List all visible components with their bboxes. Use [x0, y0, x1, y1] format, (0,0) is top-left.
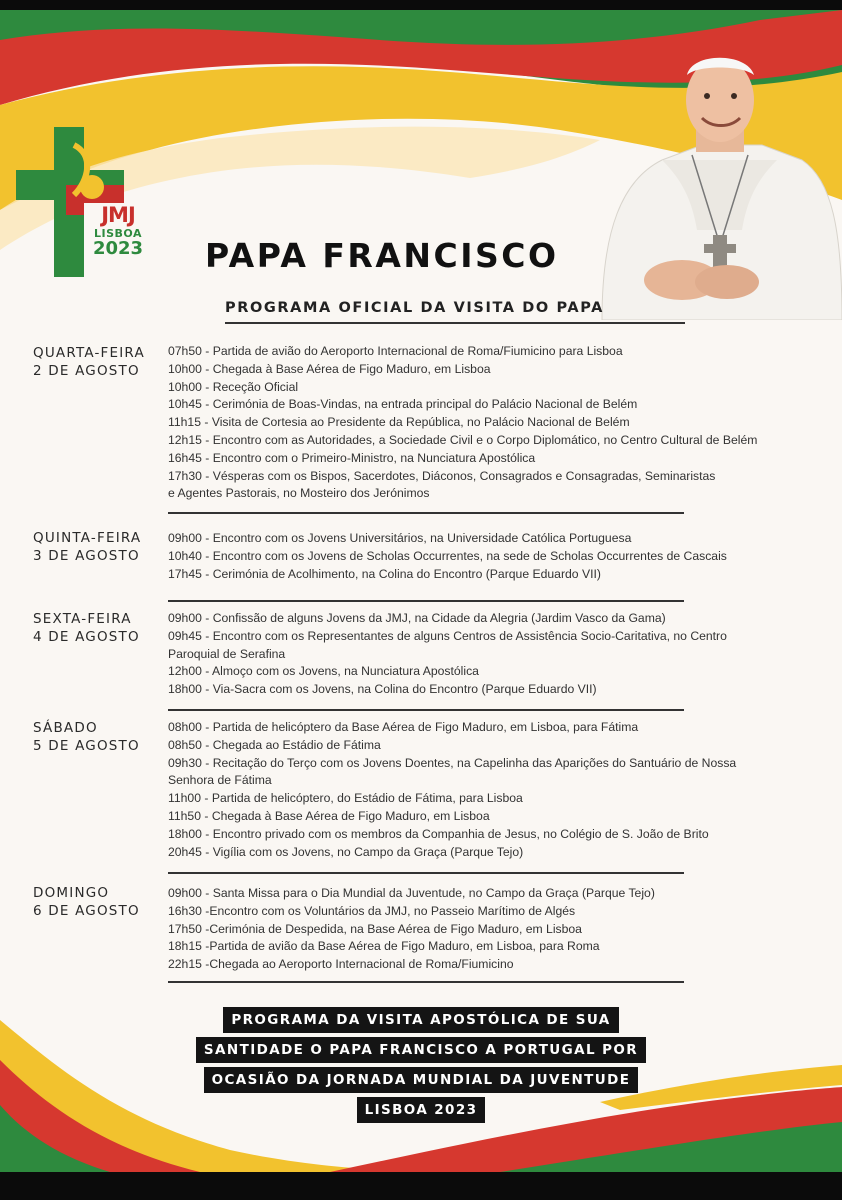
schedule-entry: 09h30 - Recitação do Terço com os Jovens Doentes, na Capelinha das Aparições do Santuário de Nossa [168, 755, 737, 770]
poster [0, 10, 842, 1172]
divider [168, 709, 684, 711]
divider [168, 600, 684, 602]
schedule-entry-continuation: e Agentes Pastorais, no Mosteiro dos Jerónimos [168, 486, 430, 501]
schedule-entry: 10h45 - Cerimónia de Boas-Vindas, na entrada principal do Palácio Nacional de Belém [168, 397, 638, 412]
logo-jmj-text: JMJ [101, 203, 135, 227]
weekday: QUARTA-FEIRA [33, 345, 145, 361]
schedule-entry: 08h50 - Chegada ao Estádio de Fátima [168, 737, 381, 752]
schedule-sunday [168, 885, 808, 974]
schedule-entry: 18h15 -Partida de avião da Base Aérea de Figo Maduro, em Lisboa, para Roma [168, 939, 600, 954]
divider [225, 322, 685, 324]
schedule-entry: 16h30 -Encontro com os Voluntários da JMJ, no Passeio Marítimo de Algés [168, 903, 576, 918]
logo-year-text: 2023 [92, 238, 144, 259]
day-label-thursday [33, 529, 141, 565]
schedule-thursday [168, 530, 808, 583]
schedule-entry: 09h45 - Encontro com os Representantes de alguns Centros de Assistência Socio-Caritativa, no Centro [168, 628, 727, 643]
weekday: DOMINGO [33, 885, 110, 901]
schedule-entry: 08h00 - Partida de helicóptero da Base Aérea de Figo Maduro, em Lisboa, para Fátima [168, 720, 639, 734]
bottom-banner [180, 1007, 662, 1127]
date: 4 DE AGOSTO [33, 629, 140, 645]
schedule-entry: 16h45 - Encontro com o Primeiro-Ministro, na Nunciatura Apostólica [168, 450, 536, 465]
page-title: PAPA FRANCISCO [205, 236, 559, 275]
schedule-entry: 07h50 - Partida de avião do Aeroporto Internacional de Roma/Fiumicino para Lisboa [168, 344, 623, 358]
schedule-entry: 22h15 -Chegada ao Aeroporto Internacional de Roma/Fiumicino [168, 957, 514, 972]
date: 3 DE AGOSTO [33, 548, 140, 564]
day-label-friday [33, 610, 140, 646]
weekday: QUINTA-FEIRA [33, 530, 142, 546]
banner-line: LISBOA 2023 [357, 1097, 486, 1123]
weekday: SEXTA-FEIRA [33, 611, 132, 627]
schedule-entry: 11h15 - Visita de Cortesia ao Presidente da República, no Palácio Nacional de Belém [168, 415, 630, 430]
jmj-logo [14, 125, 149, 280]
schedule-entry: 17h50 -Cerimónia de Despedida, na Base Aérea de Figo Maduro, em Lisboa [168, 921, 582, 936]
schedule-entry: 17h30 - Vésperas com os Bispos, Sacerdotes, Diáconos, Consagrados e Consagradas, Seminaristas [168, 468, 716, 483]
schedule-entry-continuation: Senhora de Fátima [168, 773, 272, 788]
weekday: SÁBADO [33, 720, 98, 736]
bottom-edge-bar [0, 1172, 842, 1200]
schedule-friday [168, 610, 808, 699]
schedule-entry: 18h00 - Via-Sacra com os Jovens, na Colina do Encontro (Parque Eduardo VII) [168, 682, 597, 697]
schedule-entry: 11h00 - Partida de helicóptero, do Estádio de Fátima, para Lisboa [168, 791, 523, 806]
schedule-entry: 11h50 - Chegada à Base Aérea de Figo Maduro, em Lisboa [168, 808, 490, 823]
schedule-entry: 18h00 - Encontro privado com os membros da Companhia de Jesus, no Colégio de S. João de Brito [168, 826, 709, 841]
day-label-sunday [33, 884, 140, 920]
date: 2 DE AGOSTO [33, 363, 140, 379]
top-edge-bar [0, 0, 842, 10]
schedule-entry: 09h00 - Santa Missa para o Dia Mundial da Juventude, no Campo da Graça (Parque Tejo) [168, 886, 655, 900]
schedule-entry: 09h00 - Confissão de alguns Jovens da JMJ, na Cidade da Alegria (Jardim Vasco da Gama) [168, 611, 666, 625]
schedule-entry: 12h00 - Almoço com os Jovens, na Nunciatura Apostólica [168, 664, 479, 679]
divider [168, 872, 684, 874]
schedule-entry: 20h45 - Vigília com os Jovens, no Campo da Graça (Parque Tejo) [168, 844, 524, 859]
pope-portrait [592, 30, 842, 320]
page-subtitle: PROGRAMA OFICIAL DA VISITA DO PAPA [225, 300, 604, 316]
date: 6 DE AGOSTO [33, 903, 140, 919]
day-label-wednesday [33, 344, 145, 380]
schedule-saturday [168, 719, 808, 861]
divider [168, 981, 684, 983]
schedule-entry: 09h00 - Encontro com os Jovens Universitários, na Universidade Católica Portuguesa [168, 531, 632, 545]
schedule-entry-continuation: Paroquial de Serafina [168, 646, 286, 661]
banner-line: SANTIDADE O PAPA FRANCISCO A PORTUGAL POR [196, 1037, 646, 1063]
banner-line: PROGRAMA DA VISITA APOSTÓLICA DE SUA [223, 1007, 618, 1033]
banner-line: OCASIÃO DA JORNADA MUNDIAL DA JUVENTUDE [204, 1067, 639, 1093]
schedule-entry: 10h40 - Encontro com os Jovens de Scholas Occurrentes, na sede de Scholas Occurrentes de Cascais [168, 548, 727, 563]
schedule-entry: 10h00 - Chegada à Base Aérea de Figo Maduro, em Lisboa [168, 361, 491, 376]
logo-city-text: LISBOA [94, 227, 142, 240]
schedule-entry: 17h45 - Cerimónia de Acolhimento, na Colina do Encontro (Parque Eduardo VII) [168, 566, 601, 581]
divider [168, 512, 684, 514]
schedule-entry: 10h00 - Receção Oficial [168, 379, 299, 394]
schedule-wednesday [168, 343, 808, 503]
day-label-saturday [33, 719, 140, 755]
schedule-entry: 12h15 - Encontro com as Autoridades, a Sociedade Civil e o Corpo Diplomático, no Centro Cultural de Belém [168, 432, 758, 447]
date: 5 DE AGOSTO [33, 738, 140, 754]
